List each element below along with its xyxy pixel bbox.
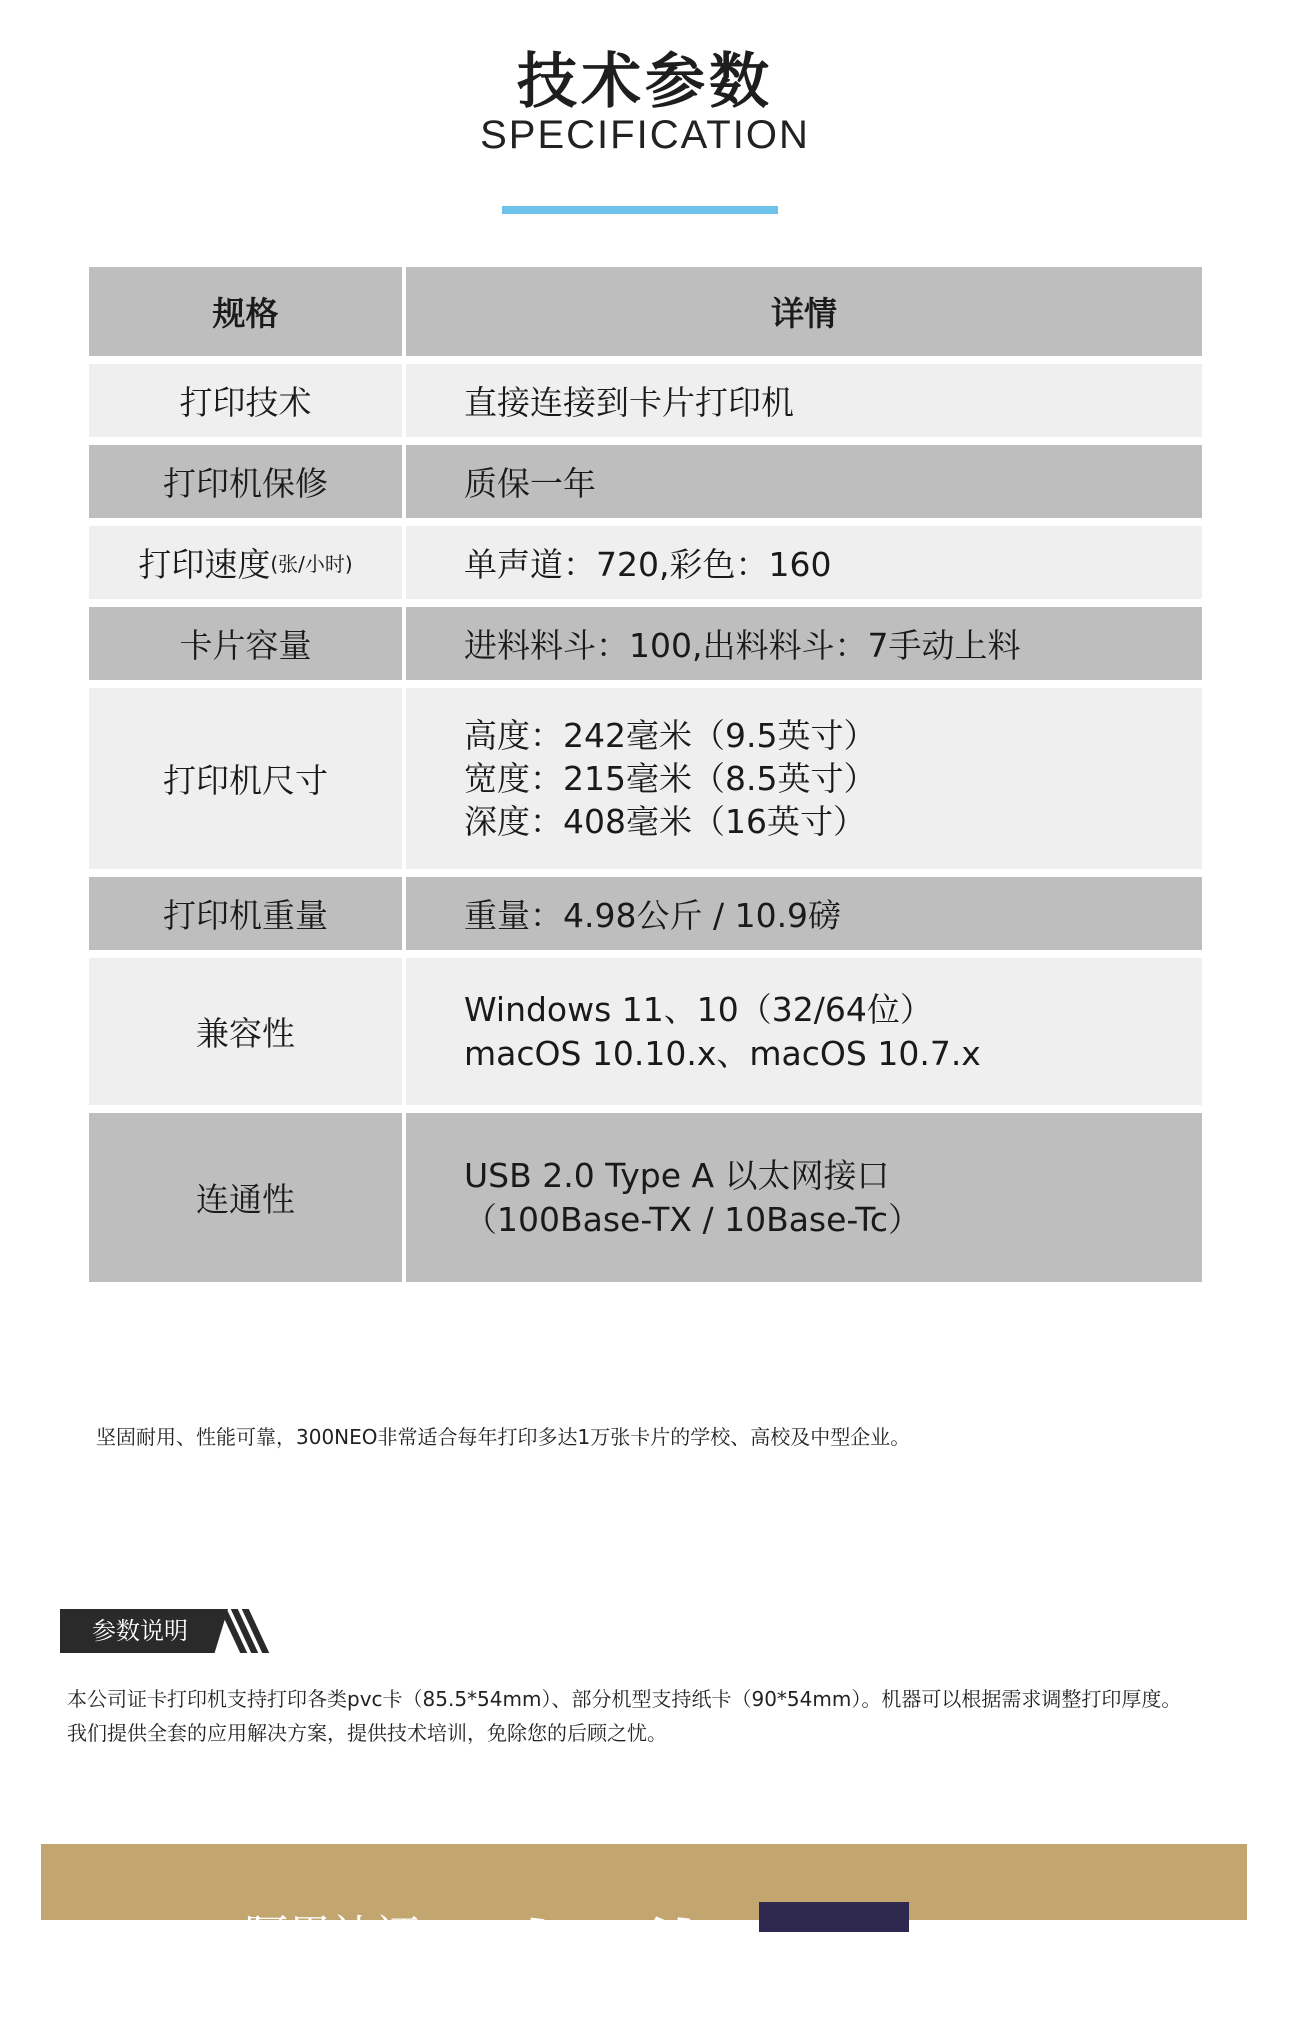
table-row (89, 607, 1202, 680)
table-header-row (89, 267, 1202, 356)
banner-big-text: 出货 (486, 1910, 766, 2027)
row-value (406, 688, 1202, 869)
certification-banner (41, 1844, 1247, 2027)
column-header-spec: 规格 (89, 267, 402, 356)
row-value (406, 364, 1202, 437)
row-value-line: 高度：242毫米（9.5英寸） (464, 716, 877, 755)
row-value-line: USB 2.0 Type A 以太网接口 (464, 1155, 890, 1195)
row-value-line: 深度：408毫米（16英寸） (464, 802, 866, 841)
row-label-unit: (张/小时) (270, 552, 353, 576)
row-value (406, 445, 1202, 518)
table-row (89, 364, 1202, 437)
table-row (89, 526, 1202, 599)
row-value-line: macOS 10.10.x、macOS 10.7.x (464, 1033, 981, 1073)
row-value-line: 质保一年 (464, 464, 596, 503)
row-value (406, 607, 1202, 680)
param-section-tag (60, 1609, 260, 1653)
row-value (406, 958, 1202, 1105)
row-value-line: Windows 11、10（32/64位） (464, 989, 933, 1029)
tag-label: 参数说明 (92, 1617, 188, 1645)
banner-small-text: 阿里认证 (244, 1911, 420, 1962)
row-label: 打印机尺寸 (89, 688, 402, 869)
row-label: 打印机保修 (89, 445, 402, 518)
table-row (89, 1113, 1202, 1282)
title-accent-bar (502, 206, 778, 214)
row-value-line: 直接连接到卡片打印机 (464, 383, 794, 422)
row-value (406, 1113, 1202, 1282)
row-value-line: 宽度：215毫米（8.5英寸） (464, 759, 877, 798)
row-value-line: 重量：4.98公斤 / 10.9磅 (464, 896, 842, 935)
spec-table (89, 267, 1202, 1290)
row-label (89, 526, 402, 599)
row-label: 兼容性 (89, 958, 402, 1105)
row-label: 打印机重量 (89, 877, 402, 950)
row-value (406, 877, 1202, 950)
param-description (67, 1682, 1181, 1750)
row-label-text: 打印速度 (138, 545, 271, 584)
row-value-line: 单声道：720,彩色：160 (464, 545, 832, 584)
row-label: 打印技术 (89, 364, 402, 437)
param-description-line: 我们提供全套的应用解决方案，提供技术培训，免除您的后顾之忧。 (67, 1721, 667, 1745)
table-row (89, 445, 1202, 518)
row-value (406, 526, 1202, 599)
column-header-detail: 详情 (406, 267, 1202, 356)
banner-accent-block (759, 1902, 909, 1932)
product-note: 坚固耐用、性能可靠，300NEO非常适合每年打印多达1万张卡片的学校、高校及中型企业。 (96, 1425, 911, 1449)
table-row (89, 688, 1202, 869)
param-description-line: 本公司证卡打印机支持打印各类pvc卡（85.5*54mm）、部分机型支持纸卡（90*54mm）。机器可以根据需求调整打印厚度。 (67, 1687, 1182, 1711)
row-label: 连通性 (89, 1113, 402, 1282)
page-subtitle: SPECIFICATION (480, 113, 810, 157)
table-row (89, 877, 1202, 950)
row-value-line: 进料料斗：100,出料料斗：7手动上料 (464, 626, 1021, 665)
page-title: 技术参数 (517, 47, 773, 117)
row-value-line: （100Base-TX / 10Base-Tc） (464, 1199, 922, 1239)
table-row (89, 958, 1202, 1105)
row-label: 卡片容量 (89, 607, 402, 680)
